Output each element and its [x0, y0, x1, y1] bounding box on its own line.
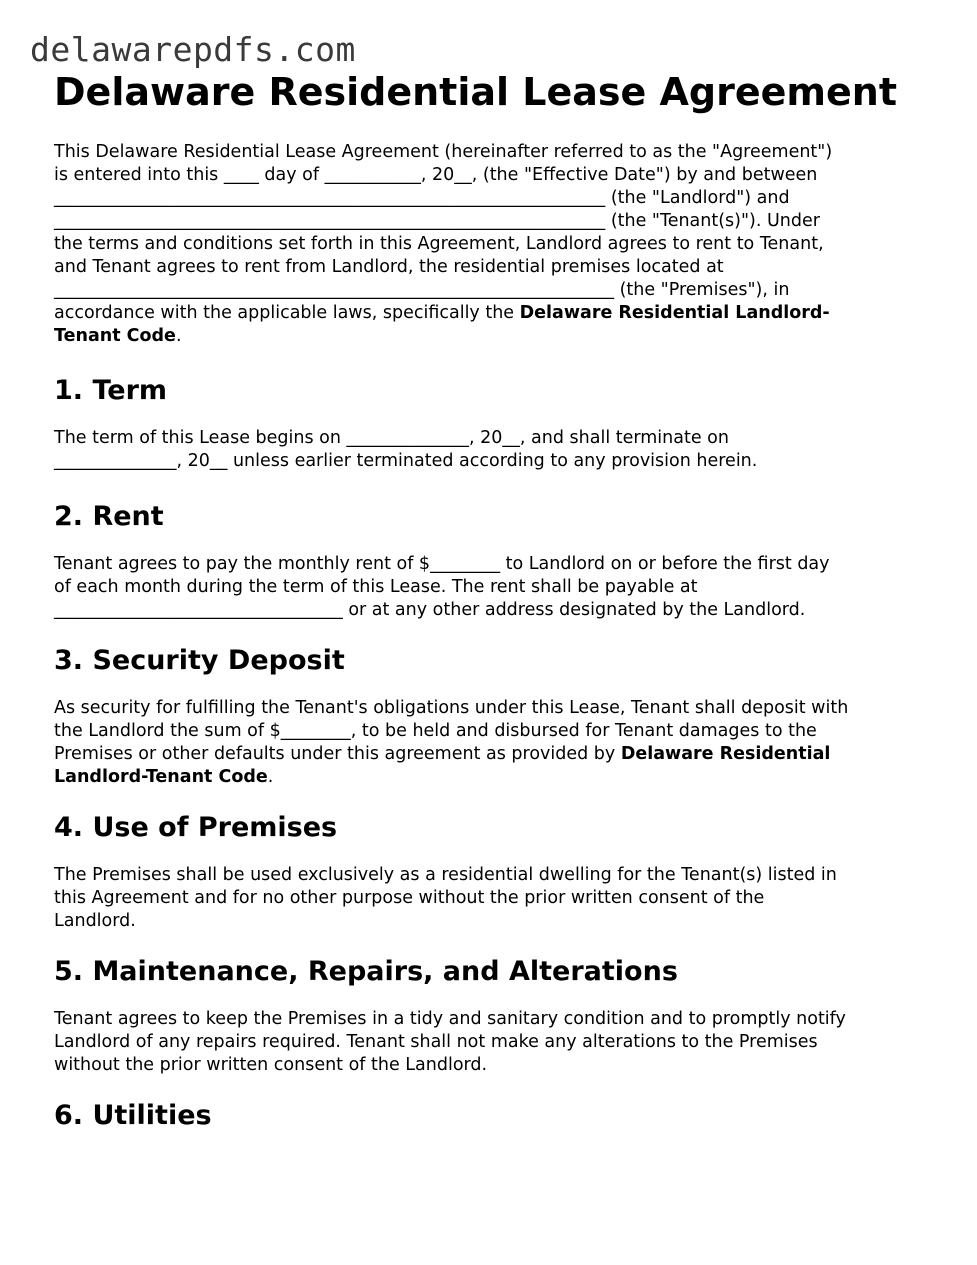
body-line: of each month during the term of this Lease. The rent shall be payable at	[54, 577, 698, 597]
intro-text: accordance with the applicable laws, specifically the	[54, 303, 520, 323]
body-line: Landlord.	[54, 911, 136, 931]
watermark: delawarepdfs.com	[30, 30, 356, 69]
intro-line: _______________________________________________________________ (the "Tenant(s)"). Under	[54, 211, 820, 231]
body-line: the Landlord the sum of $________, to be held and disbursed for Tenant damages to the	[54, 721, 817, 741]
body-line: The Premises shall be used exclusively as a residential dwelling for the Tenant(s) listed in	[54, 865, 837, 885]
section-heading-rent: 2. Rent	[54, 501, 164, 532]
intro-line: and Tenant agrees to rent from Landlord, the residential premises located at	[54, 257, 724, 277]
intro-line	[54, 325, 924, 348]
section-body-security-deposit	[54, 697, 924, 789]
intro-line	[54, 302, 924, 325]
intro-line: This Delaware Residential Lease Agreement (hereinafter referred to as the "Agreement")	[54, 142, 833, 162]
code-reference: Delaware Residential	[620, 744, 831, 764]
document-title: Delaware Residential Lease Agreement	[54, 70, 897, 114]
code-reference: Landlord-Tenant Code	[54, 767, 268, 787]
intro-line: ________________________________________________________________ (the "Premises"), in	[54, 280, 790, 300]
body-line: this Agreement and for no other purpose without the prior written consent of the	[54, 888, 765, 908]
section-body-maintenance	[54, 1008, 924, 1077]
intro-line: the terms and conditions set forth in this Agreement, Landlord agrees to rent to Tenant,	[54, 234, 824, 254]
section-heading-maintenance: 5. Maintenance, Repairs, and Alterations	[54, 956, 678, 987]
body-line	[54, 743, 924, 766]
body-text: Premises or other defaults under this agreement as provided by	[54, 744, 621, 764]
body-line: ______________, 20__ unless earlier terminated according to any provision herein.	[54, 451, 758, 471]
section-heading-term: 1. Term	[54, 375, 168, 406]
section-heading-utilities: 6. Utilities	[54, 1100, 212, 1131]
body-line: Tenant agrees to pay the monthly rent of $________ to Landlord on or before the first day	[54, 554, 830, 574]
body-text: .	[267, 767, 274, 787]
code-reference: Delaware Residential Landlord-	[519, 303, 830, 323]
intro-text: .	[175, 326, 182, 346]
body-line	[54, 766, 924, 789]
code-reference: Tenant Code	[54, 326, 176, 346]
section-body-term	[54, 427, 924, 473]
body-line: The term of this Lease begins on ______________, 20__, and shall terminate on	[54, 428, 729, 448]
body-line: without the prior written consent of the Landlord.	[54, 1055, 488, 1075]
section-heading-security-deposit: 3. Security Deposit	[54, 645, 345, 676]
body-line: As security for fulfilling the Tenant's obligations under this Lease, Tenant shall deposit with	[54, 698, 849, 718]
body-line: Tenant agrees to keep the Premises in a tidy and sanitary condition and to promptly notify	[54, 1009, 846, 1029]
section-body-use-of-premises	[54, 864, 924, 933]
section-body-rent	[54, 553, 924, 622]
section-heading-use-of-premises: 4. Use of Premises	[54, 812, 338, 843]
intro-line: is entered into this ____ day of ___________, 20__, (the "Effective Date") by and between	[54, 165, 818, 185]
intro-paragraph	[54, 141, 924, 348]
document-page	[54, 68, 924, 1134]
intro-line: _______________________________________________________________ (the "Landlord") and	[54, 188, 790, 208]
body-line: Landlord of any repairs required. Tenant shall not make any alterations to the Premises	[54, 1032, 818, 1052]
body-line: _________________________________ or at any other address designated by the Landlord.	[54, 600, 806, 620]
